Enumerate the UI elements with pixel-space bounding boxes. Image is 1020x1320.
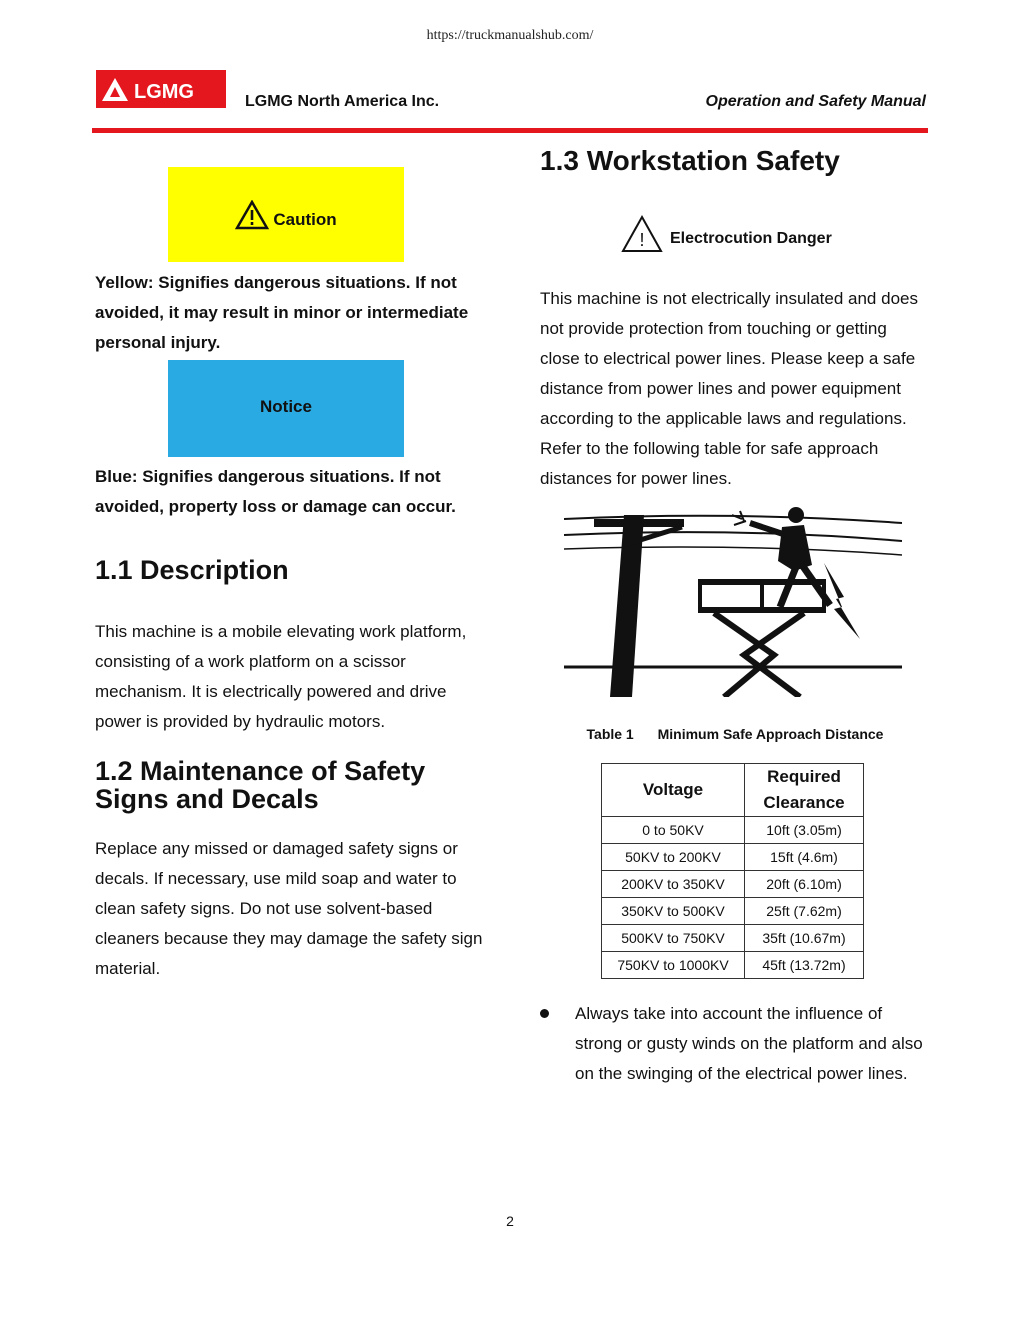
company-name: LGMG North America Inc. bbox=[245, 93, 440, 110]
header-divider bbox=[92, 128, 928, 133]
notice-sign bbox=[168, 360, 404, 457]
bullet-icon bbox=[540, 1009, 549, 1018]
table-row bbox=[602, 844, 864, 871]
caution-label: Caution bbox=[273, 209, 337, 229]
electrocution-danger-label: Electrocution Danger bbox=[670, 230, 832, 247]
clearance-cell: 15ft (4.6m) bbox=[745, 844, 864, 871]
table-caption-number: Table 1 bbox=[586, 726, 634, 742]
section-heading-description: 1.1 Description bbox=[95, 555, 289, 585]
table-caption-title: Minimum Safe Approach Distance bbox=[657, 726, 884, 742]
notice-label: Notice bbox=[260, 396, 312, 416]
column-header-voltage: Voltage bbox=[602, 764, 745, 817]
page-number: 2 bbox=[506, 1213, 514, 1229]
table-row bbox=[602, 952, 864, 979]
table-row bbox=[602, 817, 864, 844]
table-caption bbox=[540, 726, 930, 742]
voltage-cell: 200KV to 350KV bbox=[602, 871, 745, 898]
maintenance-heading-line2: Signs and Decals bbox=[95, 784, 319, 814]
section-heading-workstation: 1.3 Workstation Safety bbox=[540, 145, 840, 176]
voltage-cell: 750KV to 1000KV bbox=[602, 952, 745, 979]
wind-bullet-text: Always take into account the influence of strong or gusty winds on the platform and also on the swinging of the electrical power lines. bbox=[575, 1004, 923, 1083]
notice-description: Blue: Signifies dangerous situations. If not avoided, property loss or damage can occur. bbox=[95, 467, 456, 516]
table-row bbox=[602, 925, 864, 952]
workstation-body: This machine is not electrically insulated and does not provide protection from touching or getting close to electrical power lines. Please keep a safe distance from power lines and power equipment according to the applicable laws and regulations. Refer to the following table for safe approach distances for power lines. bbox=[540, 289, 918, 488]
warning-triangle-icon bbox=[235, 200, 269, 230]
table-header-row bbox=[602, 764, 864, 817]
caution-sign bbox=[168, 167, 404, 262]
warning-triangle-icon bbox=[620, 214, 664, 254]
section-heading-maintenance bbox=[95, 757, 425, 813]
wind-bullet bbox=[540, 999, 930, 1089]
caution-description: Yellow: Signifies dangerous situations. If not avoided, it may result in minor or intermediate personal injury. bbox=[95, 273, 469, 352]
maintenance-heading-line1: 1.2 Maintenance of Safety bbox=[95, 756, 426, 786]
voltage-cell: 50KV to 200KV bbox=[602, 844, 745, 871]
svg-text:LGMG: LGMG bbox=[134, 81, 194, 103]
svg-text:!: ! bbox=[639, 230, 645, 250]
lgmg-logo bbox=[96, 70, 226, 108]
clearance-cell: 10ft (3.05m) bbox=[745, 817, 864, 844]
clearance-cell: 45ft (13.72m) bbox=[745, 952, 864, 979]
voltage-cell: 500KV to 750KV bbox=[602, 925, 745, 952]
electrocution-danger bbox=[620, 214, 832, 254]
maintenance-body: Replace any missed or damaged safety signs or decals. If necessary, use mild soap and water to clean safety signs. Do not use solvent-based cleaners because they may damage the safety sign material. bbox=[95, 839, 483, 978]
description-body: This machine is a mobile elevating work platform, consisting of a work platform on a scissor mechanism. It is electrically powered and drive power is provided by hydraulic motors. bbox=[95, 622, 467, 731]
source-url: https://truckmanualshub.com/ bbox=[426, 28, 594, 43]
clearance-cell: 35ft (10.67m) bbox=[745, 925, 864, 952]
manual-title: Operation and Safety Manual bbox=[705, 93, 926, 110]
voltage-cell: 0 to 50KV bbox=[602, 817, 745, 844]
electrocution-illustration bbox=[564, 505, 902, 697]
table-row bbox=[602, 871, 864, 898]
table-row bbox=[602, 898, 864, 925]
clearance-cell: 25ft (7.62m) bbox=[745, 898, 864, 925]
clearance-cell: 20ft (6.10m) bbox=[745, 871, 864, 898]
clearance-table bbox=[601, 763, 864, 979]
column-header-clearance: Required Clearance bbox=[745, 764, 864, 817]
voltage-cell: 350KV to 500KV bbox=[602, 898, 745, 925]
